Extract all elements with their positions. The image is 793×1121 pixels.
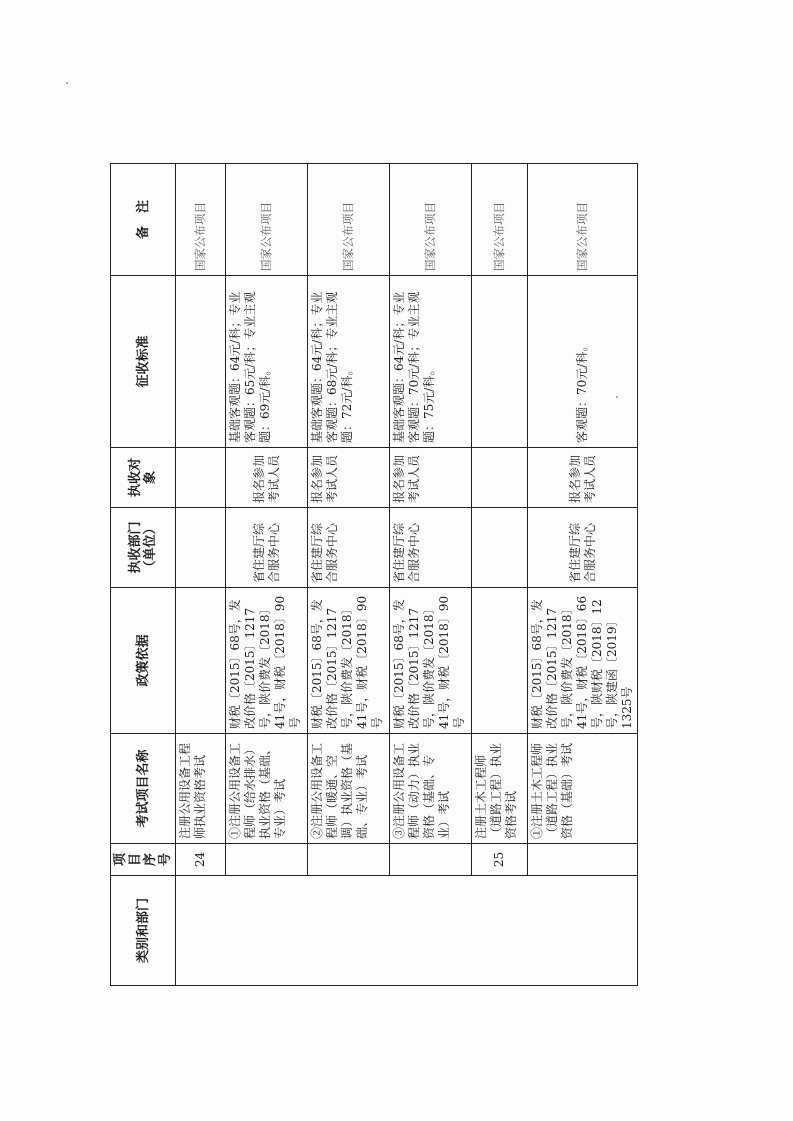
- fee-table: [110, 163, 638, 986]
- header-remark: 备 注: [111, 164, 176, 276]
- basis-cell: 财税〔2015〕68号，发改价格〔2015〕1217号，陕价费发〔2018〕41号，财税〔2018〕90号: [226, 588, 308, 734]
- dept-cell: 省住建厅综合服务中心: [226, 508, 308, 588]
- standard-cell: [176, 276, 226, 448]
- header-row: [111, 164, 176, 986]
- seq-cell: [390, 844, 472, 876]
- scan-speck: [66, 82, 68, 84]
- rotated-table-wrapper: [110, 164, 634, 986]
- table-row: [176, 164, 226, 986]
- standard-cell: 客观题：70元/科。: [528, 276, 638, 448]
- basis-cell: 财税〔2015〕68号，发改价格〔2015〕1217号，陕价费发〔2018〕41号，财税〔2018〕90号: [308, 588, 390, 734]
- basis-cell: [176, 588, 226, 734]
- seq-cell: [226, 844, 308, 876]
- header-category: 类别和部门: [111, 876, 176, 986]
- target-cell: 报名参加考试人员: [390, 448, 472, 508]
- remark-cell: 国家公布项目: [472, 164, 528, 276]
- target-cell: [176, 448, 226, 508]
- table-row: [528, 164, 638, 986]
- seq-cell: 25: [472, 844, 528, 876]
- remark-cell: 国家公布项目: [528, 164, 638, 276]
- remark-cell: 国家公布项目: [176, 164, 226, 276]
- standard-cell: [472, 276, 528, 448]
- target-cell: 报名参加考试人员: [528, 448, 638, 508]
- dept-cell: 省住建厅综合服务中心: [528, 508, 638, 588]
- dept-cell: [472, 508, 528, 588]
- name-cell: 注册土木工程师（道路工程）执业资格考试: [472, 734, 528, 844]
- header-target: 执收对象: [111, 448, 176, 508]
- header-name: 考试项目名称: [111, 734, 176, 844]
- basis-cell: [472, 588, 528, 734]
- dept-cell: [176, 508, 226, 588]
- seq-cell: [308, 844, 390, 876]
- basis-cell: 财税〔2015〕68号，发改价格〔2015〕1217号，陕价费发〔2018〕41号，财税〔2018〕90号: [390, 588, 472, 734]
- standard-cell: 基础客观题：64元/科；专业客观题：68元/科；专业主观题：72元/科。: [308, 276, 390, 448]
- standard-cell: 基础客观题：64元/科；专业客观题：65元/科；专业主观题：69元/科。: [226, 276, 308, 448]
- target-cell: 报名参加考试人员: [308, 448, 390, 508]
- seq-cell: [528, 844, 638, 876]
- header-basis: 政策依据: [111, 588, 176, 734]
- standard-cell: 基础客观题：64元/科；专业客观题：70元/科；专业主观题：75元/科。: [390, 276, 472, 448]
- category-cell: [176, 876, 638, 986]
- name-cell: ①注册土木工程师（道路工程）执业资格（基础）考试: [528, 734, 638, 844]
- table-row: [226, 164, 308, 986]
- table-row: [308, 164, 390, 986]
- target-cell: 报名参加考试人员: [226, 448, 308, 508]
- remark-cell: 国家公布项目: [390, 164, 472, 276]
- name-cell: 注册公用设备工程师执业资格考试: [176, 734, 226, 844]
- name-cell: ①注册公用设备工程师（给水排水）执业资格（基础、专业）考试: [226, 734, 308, 844]
- seq-cell: 24: [176, 844, 226, 876]
- name-cell: ②注册公用设备工程师（暖通、空调）执业资格（基础、专业）考试: [308, 734, 390, 844]
- dept-cell: 省住建厅综合服务中心: [308, 508, 390, 588]
- header-seq: 项目序号: [111, 844, 176, 876]
- name-cell: ③注册公用设备工程师（动力）执业资格（基础、专业）考试: [390, 734, 472, 844]
- remark-cell: 国家公布项目: [226, 164, 308, 276]
- basis-cell: 财税〔2015〕68号，发改价格〔2015〕1217号，陕价费发〔2018〕41号，财税〔2018〕66号，陕财税〔2018〕12号，陕建函〔2019〕1325号: [528, 588, 638, 734]
- table-row: [390, 164, 472, 986]
- remark-cell: 国家公布项目: [308, 164, 390, 276]
- header-standard: 征收标准: [111, 276, 176, 448]
- target-cell: [472, 448, 528, 508]
- table-row: [472, 164, 528, 986]
- dept-cell: 省住建厅综合服务中心: [390, 508, 472, 588]
- header-dept: 执收部门（单位）: [111, 508, 176, 588]
